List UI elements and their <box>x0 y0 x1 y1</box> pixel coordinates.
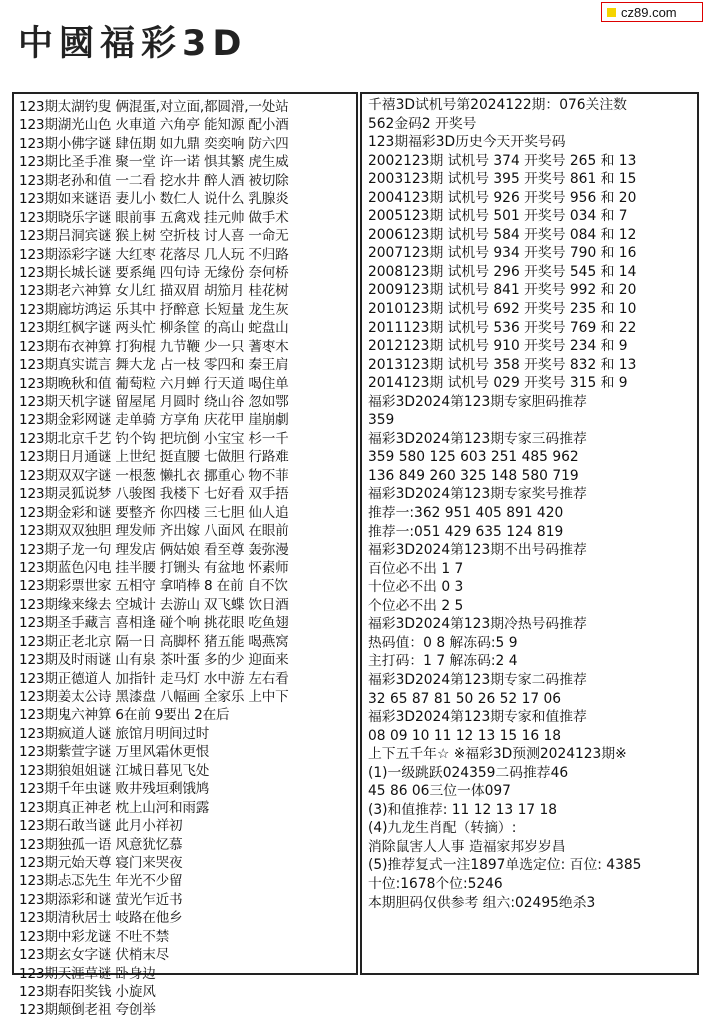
forecast-line: 消除鼠害人人事 造福家邦岁岁昌 <box>368 838 566 855</box>
page-title: 中國福彩3D <box>18 24 248 64</box>
riddle-line: 123期吕洞宾谜 猴上树 空折枝 讨人喜 一命无 <box>19 228 289 245</box>
riddle-line: 123期灵狐说梦 八骏图 我楼下 七好看 双手捂 <box>19 486 289 503</box>
riddle-line: 123期如来谜语 妻儿小 数仁人 说什么 乳腺炎 <box>19 191 289 208</box>
riddle-line: 123期正德道人 加指针 走马灯 水中游 左右看 <box>19 670 289 687</box>
forecast-line: 主打码：1 7 解冻码:2 4 <box>368 653 518 670</box>
riddle-line: 123期玄女字谜 伏梢末尽 <box>19 947 170 964</box>
forecast-line: 32 65 87 81 50 26 52 17 06 <box>368 690 562 707</box>
riddle-line: 123期真实谎言 舞大龙 占一枝 零四和 秦王肩 <box>19 357 289 374</box>
forecast-line: 2010123期 试机号 692 开奖号 235 和 10 <box>368 301 637 318</box>
forecast-panel <box>360 92 699 975</box>
forecast-line: 562金码2 开奖号 <box>368 115 477 132</box>
riddle-line: 123期老六神算 女儿红 描双眉 胡笳月 桂花树 <box>19 283 289 300</box>
forecast-line: 359 580 125 603 251 485 962 <box>368 449 579 466</box>
riddle-line: 123期正老北京 隔一日 高脚杯 猪五能 喝燕窝 <box>19 633 289 650</box>
riddle-line: 123期蓝色闪电 挂半腰 打铏头 有盆地 怀素师 <box>19 559 289 576</box>
riddle-line: 123期及时雨谜 山有泉 茶叶蛋 多的少 迎面来 <box>19 652 289 669</box>
forecast-line: 2012123期 试机号 910 开奖号 234 和 9 <box>368 338 628 355</box>
forecast-line: 2014123期 试机号 029 开奖号 315 和 9 <box>368 375 628 392</box>
forecast-line: 2005123期 试机号 501 开奖号 034 和 7 <box>368 208 628 225</box>
riddle-line: 123期太湖钓叟 俩混蛋,对立面,都圆滑,一处站 <box>19 99 289 115</box>
forecast-line: 福彩3D2024第123期专家三码推荐 <box>368 430 587 447</box>
forecast-line: 本期胆码仅供参考 组六:02495绝杀3 <box>368 894 596 911</box>
forecast-line: (1)一级跳跃024359二码推荐46 <box>368 764 569 781</box>
forecast-line: 2004123期 试机号 926 开奖号 956 和 20 <box>368 189 637 206</box>
riddle-line: 123期老孙和值 一二看 挖水井 醉人酒 被切除 <box>19 172 289 189</box>
forecast-line: (3)和值推荐: 11 12 13 17 18 <box>368 801 558 818</box>
riddle-line: 123期春阳奖钱 小旋风 <box>19 984 156 1000</box>
riddle-line: 123期日月通谜 上世纪 挺直腰 七做胆 行路难 <box>19 449 289 466</box>
riddle-line: 123期中彩龙谜 不吐不禁 <box>19 928 170 945</box>
forecast-line: 2003123期 试机号 395 开奖号 861 和 15 <box>368 171 637 188</box>
forecast-line: 上下五千年☆ ※福彩3D预测2024123期※ <box>368 746 627 763</box>
site-watermark-text: cz89.com <box>621 4 677 20</box>
riddle-line: 123期忐忑先生 年光不少留 <box>19 873 183 890</box>
forecast-line: 福彩3D2024第123期专家和值推荐 <box>368 709 587 726</box>
riddle-line: 123期金彩网谜 走单骑 方享角 庆花甲 崖崩劇 <box>19 412 289 429</box>
forecast-line: 福彩3D2024第123期专家胆码推荐 <box>368 393 587 410</box>
forecast-line: 十位:1678个位:5246 <box>368 875 503 892</box>
forecast-line: 福彩3D2024第123期不出号码推荐 <box>368 542 587 559</box>
forecast-line: 2006123期 试机号 584 开奖号 084 和 12 <box>368 226 637 243</box>
riddle-line: 123期姜太公诗 黑漆盘 八幅画 全家乐 上中下 <box>19 689 289 705</box>
riddle-line: 123期晓乐字谜 眼前事 五禽戏 挂元帅 做手术 <box>19 209 289 226</box>
forecast-line: 123期福彩3D历史今天开奖号码 <box>368 134 566 151</box>
riddle-line: 123期元始天尊 寝门来哭夜 <box>19 854 183 871</box>
riddle-line: 123期狼姐姐谜 江城日暮见飞处 <box>19 762 210 779</box>
riddle-line: 123期疯道人谜 旅馆月明间过时 <box>19 725 210 742</box>
forecast-line: 推荐一:051 429 635 124 819 <box>368 523 564 540</box>
riddle-line: 123期紫萱字谜 万里风霜休更恨 <box>19 744 210 761</box>
riddle-line: 123期双双字谜 一根葱 懒扎衣 挪重心 物不菲 <box>19 467 289 484</box>
forecast-line: 359 <box>368 412 395 429</box>
forecast-line: 个位必不出 2 5 <box>368 597 464 614</box>
riddle-line: 123期北京千艺 钓个钩 把坑倒 小宝宝 杉一千 <box>19 430 289 447</box>
forecast-line: 推荐一:362 951 405 891 420 <box>368 505 564 522</box>
forecast-line: 136 849 260 325 148 580 719 <box>368 467 579 484</box>
riddle-line: 123期圣手藏言 喜相逢 碰个响 挑花眼 吃鱼翅 <box>19 615 289 632</box>
riddle-line: 123期湖光山色 火車道 六角亭 能知源 配小酒 <box>19 117 289 134</box>
riddle-line: 123期颠倒老祖 夸创举 <box>19 1002 156 1019</box>
riddle-line: 123期比圣手准 聚一堂 许一诺 惧其繁 虎生威 <box>19 154 289 171</box>
forecast-line: 十位必不出 0 3 <box>368 579 464 596</box>
forecast-line: 福彩3D2024第123期专家二码推荐 <box>368 671 587 688</box>
riddle-line: 123期彩票世家 五相守 拿哨棒 8 在前 自不饮 <box>19 578 288 595</box>
forecast-line: 45 86 06三位一体097 <box>368 783 511 800</box>
forecast-line: 2009123期 试机号 841 开奖号 992 和 20 <box>368 282 637 299</box>
riddle-line: 123期晚秋和值 葡萄粒 六月蝉 行天道 喝住单 <box>19 375 289 392</box>
riddle-line: 123期小佛字谜 肆伍期 如九鼎 奕奕响 防六四 <box>19 135 289 152</box>
riddle-line: 123期真正神老 枕上山河和雨露 <box>19 799 210 816</box>
forecast-line: 2002123期 试机号 374 开奖号 265 和 13 <box>368 152 637 169</box>
riddle-line: 123期添彩和谜 萤光乍近书 <box>19 891 183 908</box>
riddle-line: 123期缘来缘去 空城计 去游山 双飞蝶 饮日酒 <box>19 596 289 613</box>
forecast-line: 热码值：0 8 解冻码:5 9 <box>368 634 518 651</box>
riddle-line: 123期千年虫谜 败井残垣剩饿鸠 <box>19 781 210 798</box>
riddle-line: 123期清秋居士 岐路在他乡 <box>19 910 183 927</box>
riddle-line: 123期天涯草谜 卧身边 <box>19 965 156 982</box>
riddle-line: 123期石敢当谜 此月小祥初 <box>19 818 183 835</box>
riddle-line: 123期布衣神算 打狗棍 九节鞭 少一只 蓍枣木 <box>19 338 289 355</box>
riddle-line: 123期独孤一语 风意犹忆慕 <box>19 836 183 853</box>
riddle-line: 123期双双独胆 理发师 齐出嫁 八面风 在眼前 <box>19 523 289 540</box>
forecast-line: 2007123期 试机号 934 开奖号 790 和 16 <box>368 245 637 262</box>
forecast-line: 2013123期 试机号 358 开奖号 832 和 13 <box>368 356 637 373</box>
forecast-line: (5)推荐复式一注1897单选定位: 百位: 4385 <box>368 857 642 874</box>
riddle-line: 123期鬼六神算 6在前 9要出 2在后 <box>19 707 230 724</box>
riddle-line: 123期廊坊鸿运 乐其中 抒醉意 长短量 龙生灰 <box>19 301 289 318</box>
riddle-panel <box>12 92 358 1019</box>
forecast-line: 福彩3D2024第123期冷热号码推荐 <box>368 616 587 633</box>
forecast-line: 百位必不出 1 7 <box>368 560 464 577</box>
forecast-line: 福彩3D2024第123期专家奖号推荐 <box>368 486 587 503</box>
riddle-list <box>19 98 289 1020</box>
forecast-line: 2011123期 试机号 536 开奖号 769 和 22 <box>368 319 637 336</box>
riddle-line: 123期红枫字谜 两头忙 柳条筐 的高山 蛇盘山 <box>19 320 289 337</box>
riddle-line: 123期长城长谜 要系绳 四句诗 无缘份 奈何桥 <box>19 264 289 281</box>
riddle-line: 123期天机字谜 留屋尾 月圆时 绕山谷 忽如鄂 <box>19 394 289 410</box>
riddle-line: 123期添彩字谜 大红枣 花落尽 几人玩 不归路 <box>19 246 289 263</box>
forecast-line: (4)九龙生肖配（转摘）: <box>368 820 517 837</box>
riddle-line: 123期金彩和谜 要整齐 你四楼 三七胆 仙人追 <box>19 504 289 521</box>
site-watermark-badge <box>601 2 703 22</box>
forecast-line: 千禧3D试机号第2024122期：076关注数 <box>368 97 627 113</box>
forecast-line: 08 09 10 11 12 13 15 16 18 <box>368 727 562 744</box>
forecast-line: 2008123期 试机号 296 开奖号 545 和 14 <box>368 263 637 280</box>
riddle-line: 123期子龙一句 理发店 俩姑娘 看至尊 轰弥漫 <box>19 541 289 558</box>
logo-square-icon <box>607 8 616 17</box>
forecast-list <box>368 96 641 912</box>
